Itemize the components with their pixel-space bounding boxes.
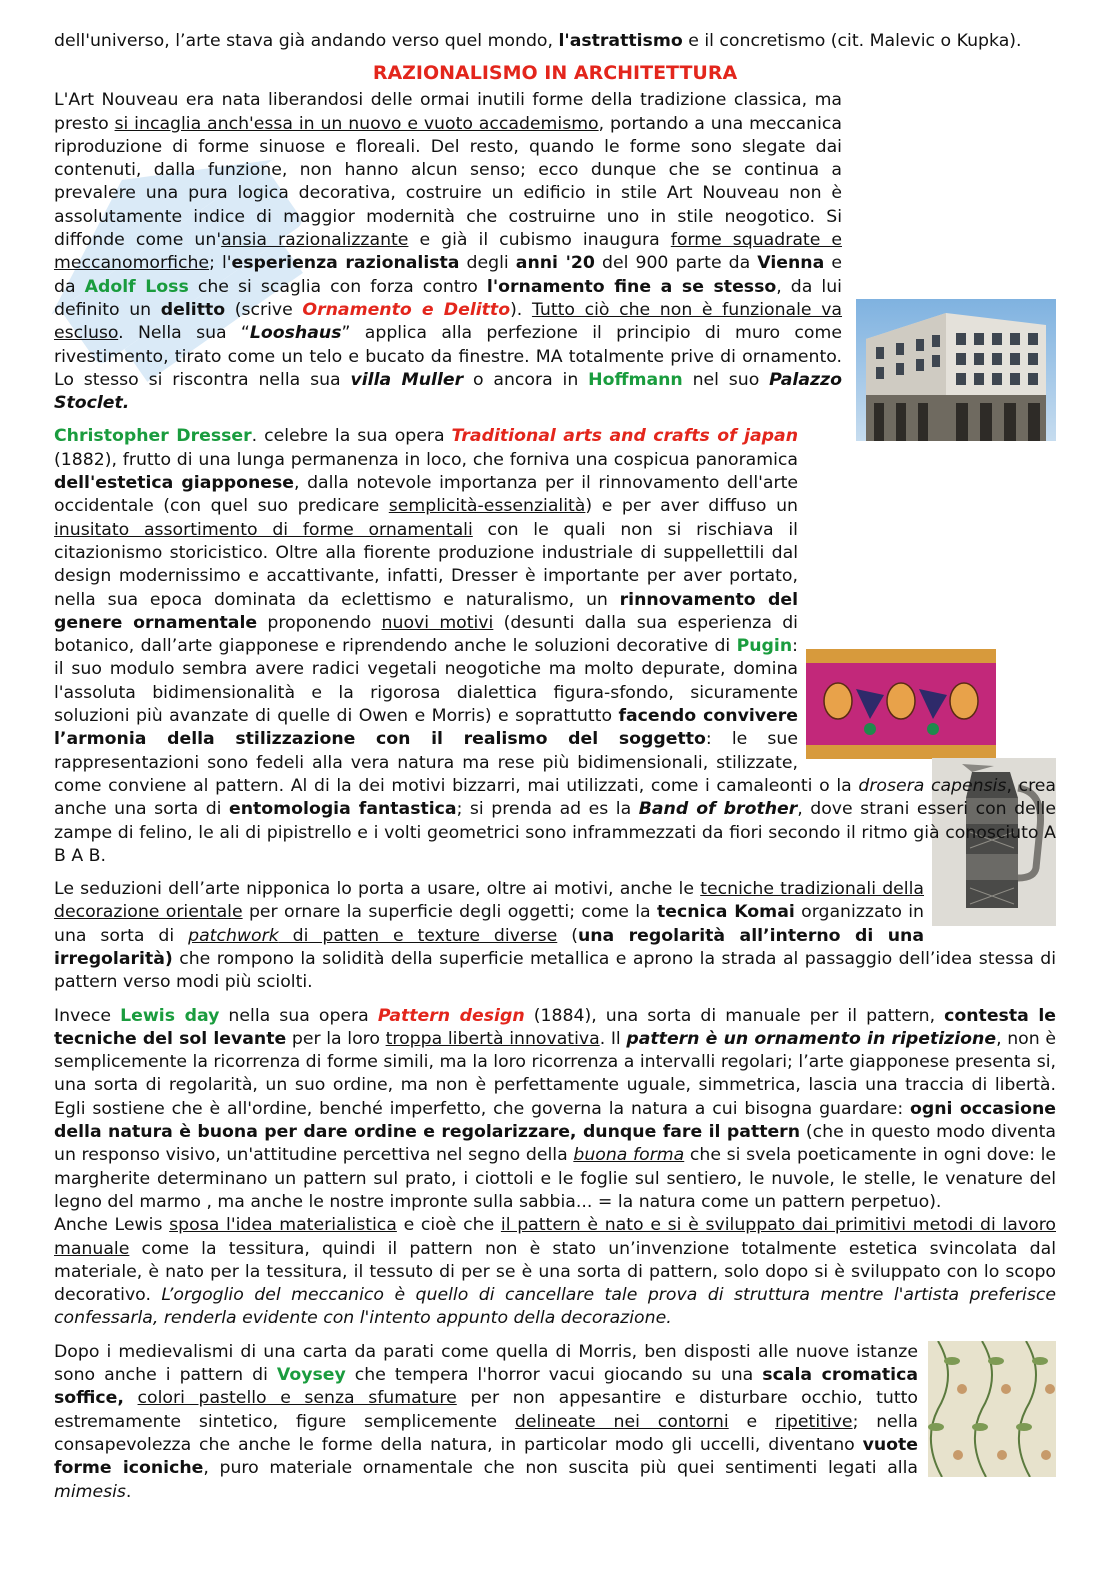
document-page <box>54 30 1056 1504</box>
paragraph-rationalism: L'Art Nouveau era nata liberandosi delle ormai inutili forme della tradizione classica, ma presto si incaglia anch'essa in un nuovo e vuoto accademismo, portando a una meccanica riproduzione di forme sinuose e floreali. Del resto, quando le forme sono slegate dai contenuti, dalla funzione, non hanno alcun senso; ecco dunque che se continua a prevalere una pura logica decorativa, costruire un edificio in stile Art Nouveau non è assolutamente indice di maggior modernità che costruirne uno in stile neogotico. Si diffonde come un'ansia razionalizzante e già il cubismo inaugura forme squadrate e meccanomorfiche; l'esperienza razionalista degli anni '20 del 900 parte da Vienna e da Adolf Loss che si scaglia con forza contro l'ornamento fine a se stesso, da lui definito un delitto (scrive Ornamento e Delitto). Tutto ciò che non è funzionale va escluso. Nella sua “Looshaus” applica alla perfezione il principio di muro come rivestimento, tirato come un telo e bucato da finestre. MA totalmente prive di ornamento. Lo stesso si riscontra nella sua villa Muller o ancora in Hoffmann nel suo Palazzo Stoclet. <box>54 90 843 414</box>
paragraph-dresser: Christopher Dresser. celebre la sua opera Traditional arts and crafts of japan (1882), frutto di una lunga permanenza in loco, che forniva una cospicua panoramica dell'estetica giapponese, dalla notevole importanza per il rinnovamento dell'arte occidentale (con quel suo predicare semplicità-essenzialità) e per aver diffuso un inusitato assortimento di forme ornamentali con le quali non si rischiava il citazionismo storicistico. Oltre alla fiorente produzione industriale di suppellettili dal design modernissimo e accattivante, infatti, Dresser è importante per aver portato, nella sua epoca dominata da eclettismo e naturalismo, un rinnovamento del genere ornamentale proponendo nuovi motivi (desunti dalla sua esperienza di botanico, dall’arte giapponese e riprendendo anche le soluzioni decorative di Pugin: il suo modulo sembra avere radici vegetali neogotiche ma molto depurate, domina l'assoluta bidimensionalità e la rigorosa dialettica figura-sfondo, sicuramente soluzioni più avanzate di quelle di Owen e Morris) e soprattutto facendo convivere l’armonia della stilizzazione con il realismo del soggetto: le sue rappresentazioni sono fedeli alla vera natura ma rese più bidimensionali, stilizzate, come conviene al pattern. Al di la dei motivi bizzarri, mai utilizzati, come i camaleonti o la drosera capensis, crea anche una sorta di entomologia fantastica; si prenda ad es la Band of brother, dove strani esseri con delle zampe di felino, le ali di pipistrello e i volti geometrici sono inframmezzati da fiori secondo il ritmo già conosciuto A B A B. <box>54 426 1057 866</box>
paragraph-materialism: Anche Lewis sposa l'idea materialistica e cioè che il pattern è nato e si è sviluppato dai primitivi metodi di lavoro manuale come la tessitura, quindi il pattern non è stato un’invenzione totalmente estetica svincolata dal materiale, è nato per la tessitura, il tessuto di per se è una sorta di pattern, solo dopo si è sviluppato con lo scopo decorativo. L’orgoglio del meccanico è quello di cancellare tale prova di struttura mentre l'artista preferisce confessarla, renderla evidente con l'intento appunto della decorazione. <box>54 1215 1056 1329</box>
textile-band-image <box>806 649 996 759</box>
looshaus-photo <box>856 299 1056 441</box>
section-title: RAZIONALISMO IN ARCHITETTURA <box>372 62 738 85</box>
paragraph-lewis-day: Invece Lewis day nella sua opera Pattern design (1884), una sorta di manuale per il pattern, contesta le tecniche del sol levante per la loro troppa libertà innovativa. Il pattern è un ornamento in ripetizione, non è semplicemente la ricorrenza di forme simili, ma la loro ricorrenza a intervalli regolari; l’arte giapponese presenta si, una sorta di regolarità, un suo ordine, ma non è perfettamente uguale, simmetrica, lascia una traccia di libertà. Egli sostiene che è all'ordine, benché imperfetto, che governa la natura a cui bisogna guardare: ogni occasione della natura è buona per dare ordine e regolarizzare, dunque fare il pattern (che in questo modo diventa un responso visivo, un'attitudine percettiva nel segno della buona forma che si svela poeticamente in ogni dove: le margherite determinano un pattern sul prato, i ciottoli e le foglie sul sentiero, le nuvole, le stelle, le venature del legno del marmo , ma anche le nostre impronte sulla sabbia... = la natura come un pattern perpetuo). <box>54 1005 1057 1212</box>
voysey-wallpaper-image <box>928 1341 1056 1477</box>
paragraph-voysey: Dopo i medievalismi di una carta da parati come quella di Morris, ben disposti alle nuove istanze sono anche i pattern di Voysey che tempera l'horror vacui giocando su una scala cromatica soffice, colori pastello e senza sfumature per non appesantire e disturbare occhio, tutto estremamente sintetico, figure semplicemente delineate nei contorni e ripetitive; nella consapevolezza che anche le forme della natura, in particolar modo gli uccelli, diventano vuote forme iconiche, puro materiale ornamentale che non suscita più quei sentimenti legati alla mimesis. <box>54 1341 919 1502</box>
paragraph-komai: Le seduzioni dell’arte nipponica lo porta a usare, oltre ai motivi, anche le tecniche tradizionali della decorazione orientale per ornare la superficie degli oggetti; come la tecnica Komai organizzato in una sorta di patchwork di patten e texture diverse (una regolarità all’interno di una irregolarità) che rompono la solidità della superficie metallica e aprono la strada al passaggio dell’idea stessa di pattern verso modi più sciolti. <box>54 879 1056 993</box>
intro-paragraph: dell'universo, l’arte stava già andando verso quel mondo, l'astrattismo e il concretismo (cit. Malevic o Kupka). <box>54 31 1022 51</box>
